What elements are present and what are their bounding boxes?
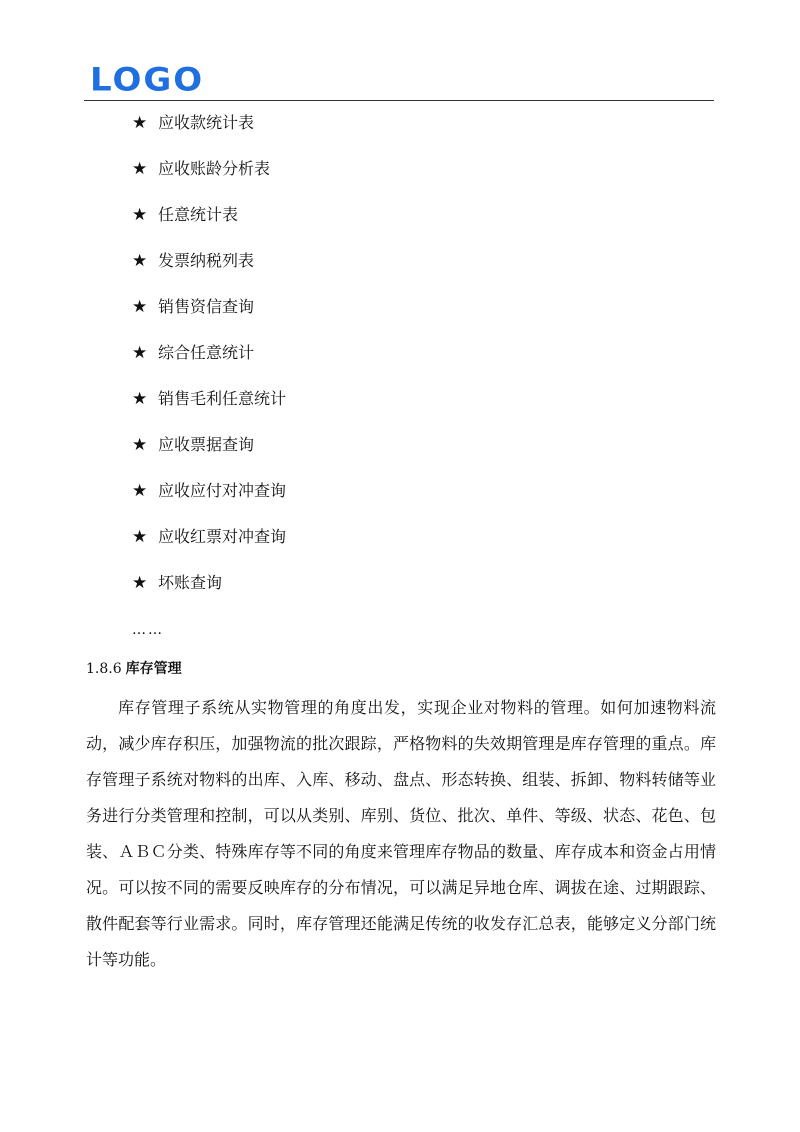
list-item-label: 应收款统计表 [158,113,255,132]
star-bullet-icon: ★ [132,343,148,363]
list-item-label: 应收红票对冲查询 [158,527,287,546]
list-item-label: 任意统计表 [158,205,239,224]
list-item [132,339,286,385]
star-bullet-icon: ★ [132,435,148,455]
section-number: 1.8.6 [86,661,122,677]
star-bullet-icon: ★ [132,113,148,133]
list-item-label: 应收应付对冲查询 [158,481,287,500]
star-bullet-icon: ★ [132,251,148,271]
list-item [132,431,286,477]
list-item [132,155,286,201]
star-bullet-icon: ★ [132,527,148,547]
list-item-label: 坏账查询 [158,573,223,592]
star-bullet-icon: ★ [132,159,148,179]
star-bullet-icon: ★ [132,205,148,225]
list-item [132,385,286,431]
list-item-label: 销售毛利任意统计 [158,389,287,408]
list-item-label: 应收票据查询 [158,435,255,454]
section-heading [86,658,182,680]
list-item [132,523,286,569]
list-item-label: 销售资信查询 [158,297,255,316]
section-title: 库存管理 [125,661,182,677]
section-paragraph: 库存管理子系统从实物管理的角度出发，实现企业对物料的管理。如何加速物料流动，减少库存积压，加强物流的批次跟踪，严格物料的失效期管理是库存管理的重点。库存管理子系统对物料的出库、入库、移动、盘点、形态转换、组装、拆卸、物料转储等业务进行分类管理和控制，可以从类别、库别、货位、批次、单件、等级、状态、花色、包装、ＡＢＣ分类、特殊库存等不同的角度来管理库存物品的数量、库存成本和资金占用情况。可以按不同的需要反映库存的分布情况，可以满足异地仓库、调拔在途、过期跟踪、散件配套等行业需求。同时，库存管理还能满足传统的收发存汇总表，能够定义分部门统计等功能。 [86,698,716,969]
star-bullet-icon: ★ [132,389,148,409]
list-item [132,247,286,293]
report-bullet-list [132,109,286,615]
list-item-label: 综合任意统计 [158,343,255,362]
list-item [132,569,286,615]
header-divider [84,100,714,101]
list-item-label: 发票纳税列表 [158,251,255,270]
logo: LOGO [90,61,205,99]
list-item [132,293,286,339]
list-item [132,201,286,247]
list-item [132,109,286,155]
list-item-label: 应收账龄分析表 [158,159,271,178]
star-bullet-icon: ★ [132,297,148,317]
list-item [132,477,286,523]
star-bullet-icon: ★ [132,573,148,593]
star-bullet-icon: ★ [132,481,148,501]
list-ellipsis: …… [132,622,164,638]
